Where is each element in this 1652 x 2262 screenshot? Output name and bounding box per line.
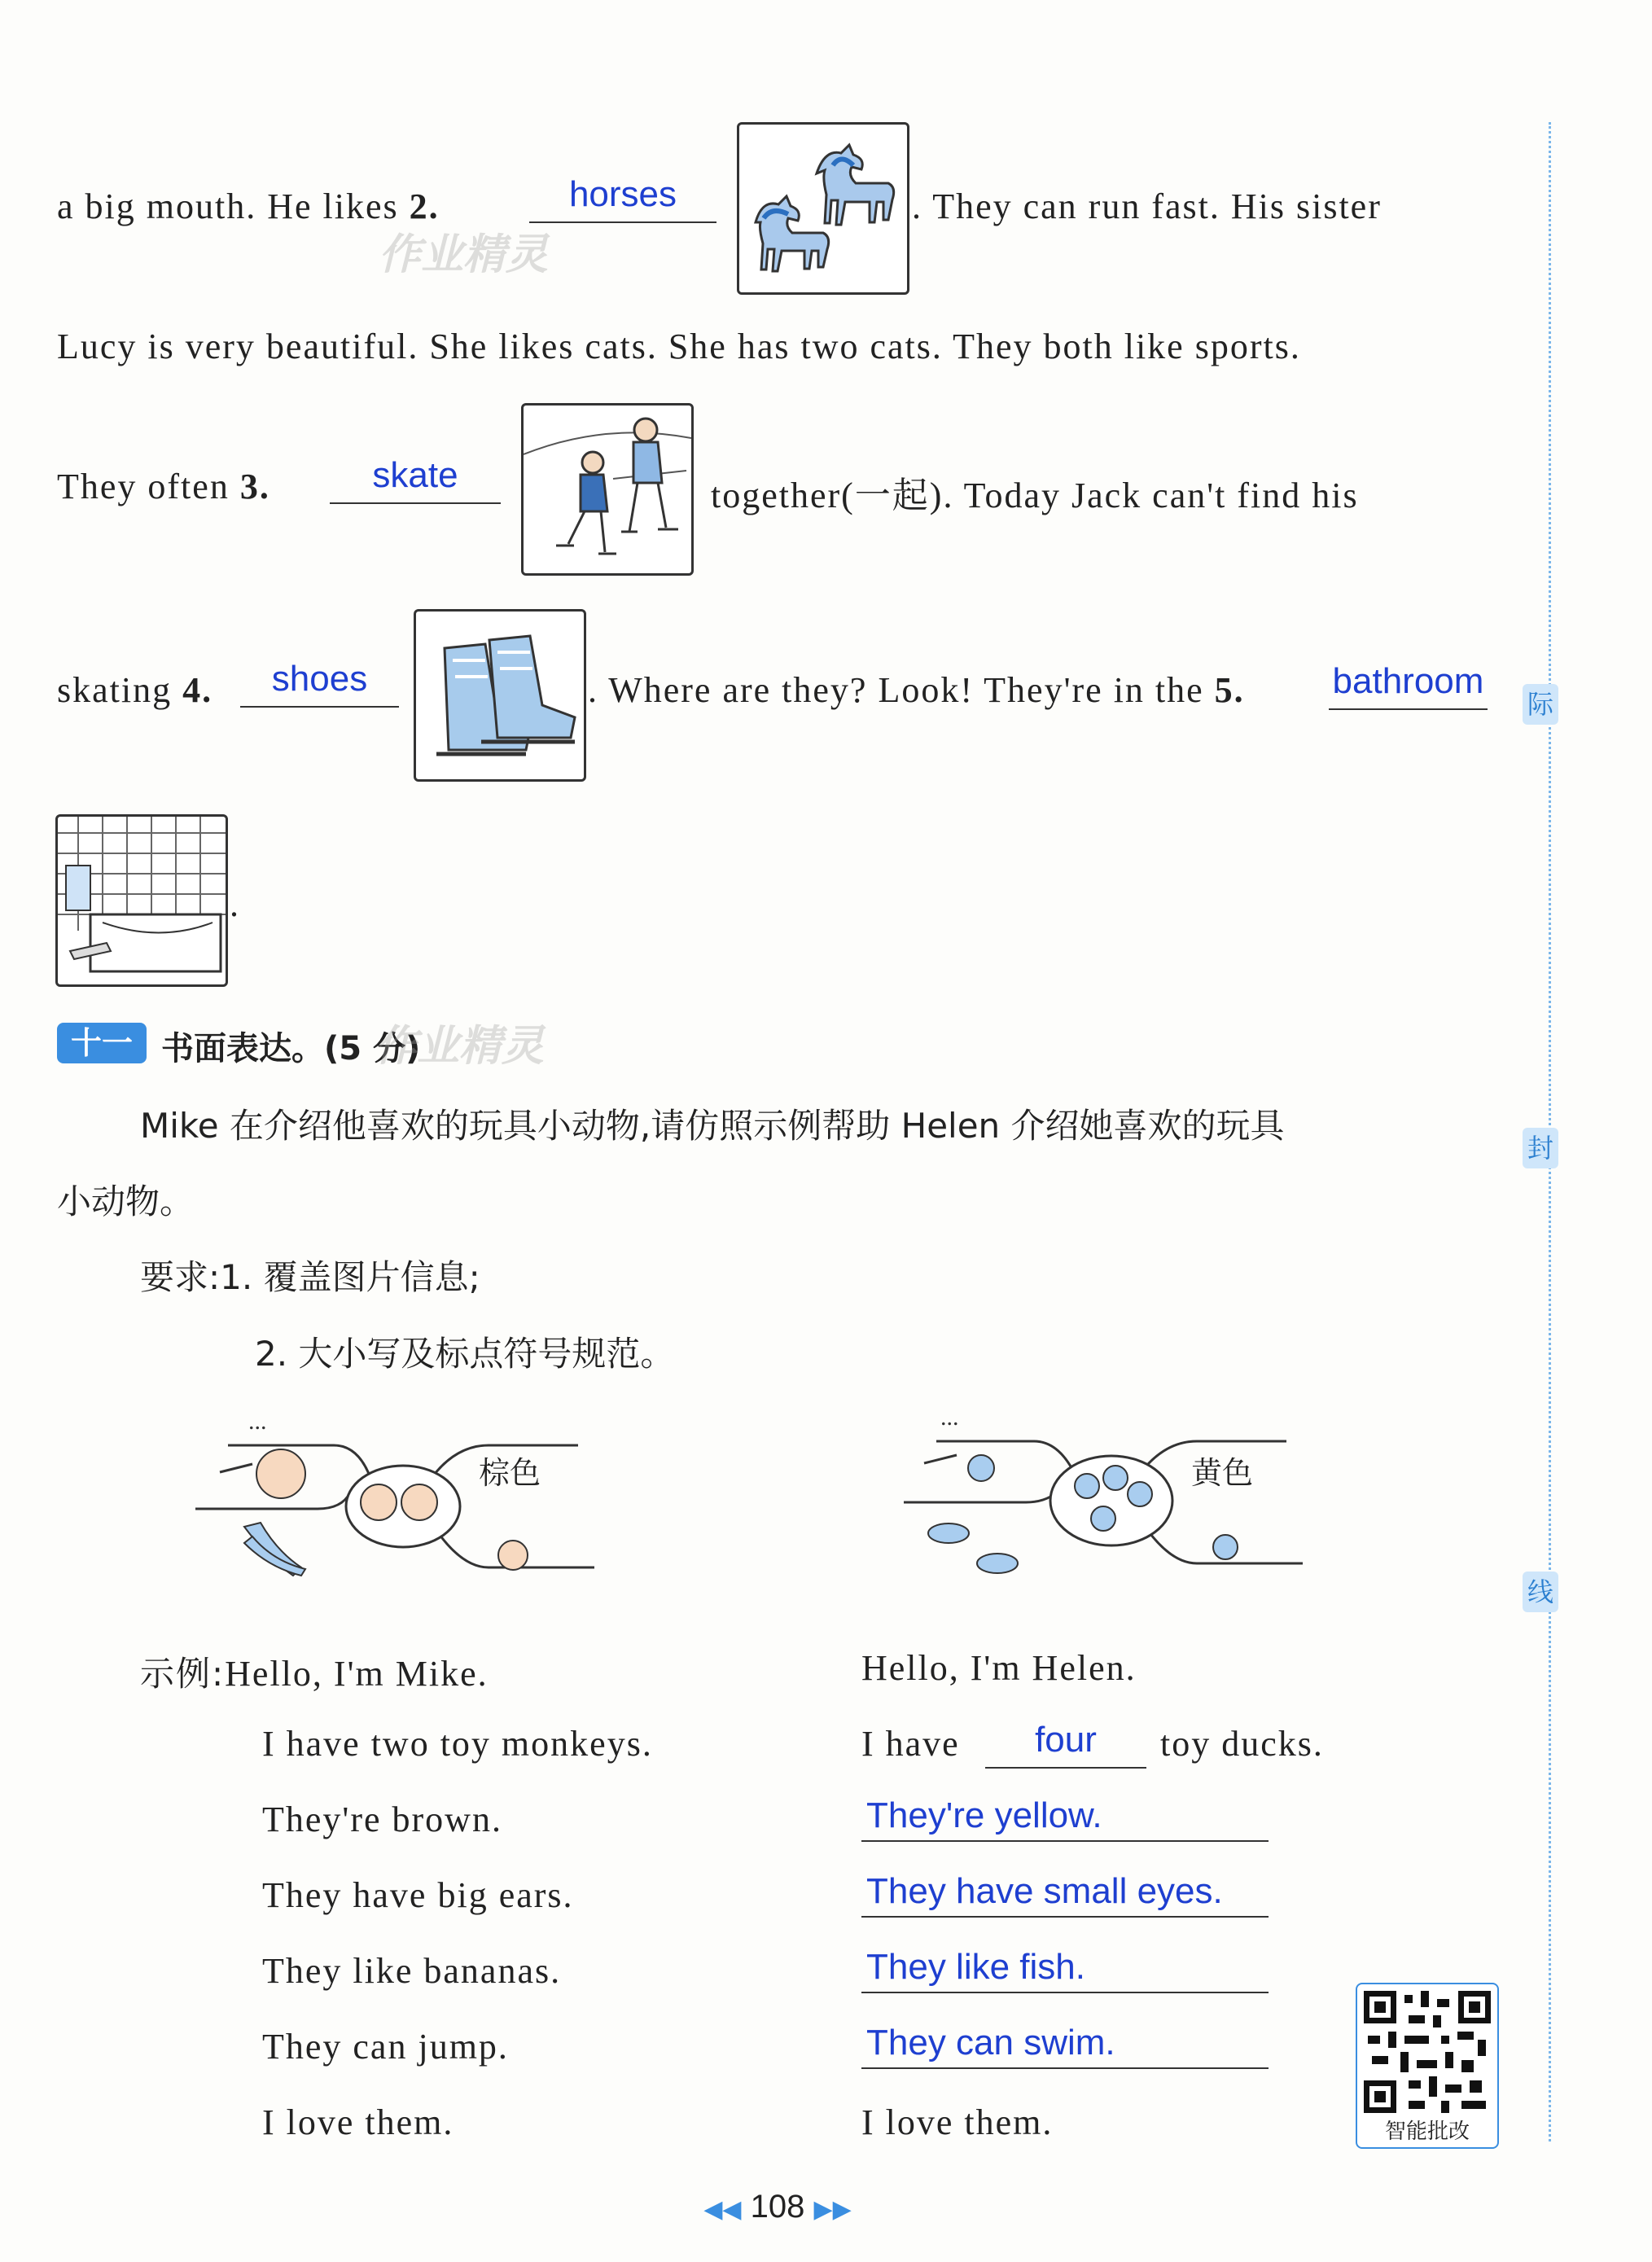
skaters-icon <box>524 405 691 573</box>
helen-answer-1[interactable]: They're yellow. <box>861 1791 1269 1842</box>
margin-tag-1: 际 <box>1523 684 1558 725</box>
left-color-label: 棕色 <box>479 1455 541 1491</box>
requirement-2: 2. 大小写及标点符号规范。 <box>255 1334 675 1374</box>
intro-line1: Mike 在介绍他喜欢的玩具小动物,请仿照示例帮助 Helen 介绍她喜欢的玩具 <box>140 1106 1285 1146</box>
next-arrows-icon[interactable]: ▶▶ <box>813 2196 852 2223</box>
helen-end: I love them. <box>861 2102 1054 2142</box>
requirements-label: 要求: <box>140 1257 221 1297</box>
bathroom-picture <box>55 814 228 987</box>
line1-post-text: . They can run fast. His sister <box>912 186 1382 226</box>
line5-end: . <box>230 884 240 924</box>
section-title: 书面表达。(5 分) <box>161 1030 421 1067</box>
question-number-2: 2. <box>409 186 440 226</box>
monkey-mindmap-diagram <box>195 1405 603 1596</box>
answer-3[interactable]: skate <box>330 452 501 504</box>
question-number-5: 5. <box>1214 670 1245 710</box>
example-hello: Hello, I'm Mike. <box>225 1654 489 1694</box>
left-dots: ... <box>248 1408 267 1435</box>
page-footer <box>680 2189 875 2225</box>
question-number-4: 4. <box>182 670 213 710</box>
passage-line4 <box>57 669 213 711</box>
skating-picture <box>521 403 694 576</box>
skates-picture <box>414 609 586 782</box>
horses-icon <box>739 125 907 292</box>
requirement-1: 1. 覆盖图片信息; <box>220 1257 480 1297</box>
example-line-6: I love them. <box>262 2102 454 2142</box>
line4-text: skating <box>57 670 173 710</box>
intro-line2: 小动物。 <box>57 1181 195 1221</box>
example-line-2: They're brown. <box>262 1800 502 1839</box>
duck-mindmap-diagram <box>904 1405 1311 1596</box>
helen-have-pre: I have <box>861 1724 960 1764</box>
line1-text: a big mouth. He likes <box>57 186 399 226</box>
requirements <box>140 1251 480 1300</box>
qr-card[interactable] <box>1356 1983 1499 2149</box>
qr-label: 智能批改 <box>1384 2120 1470 2144</box>
page-number: 108 <box>750 2189 805 2225</box>
margin-tag-3: 线 <box>1523 1572 1558 1612</box>
answer-5[interactable]: bathroom <box>1329 658 1488 710</box>
section-badge: 十一 <box>57 1023 147 1063</box>
helen-hello: Hello, I'm Helen. <box>861 1648 1137 1688</box>
answer-4[interactable]: shoes <box>240 655 399 708</box>
line4-mid-text: . Where are they? Look! They're in the <box>588 670 1204 710</box>
ice-skates-icon <box>416 612 584 779</box>
helen-answer-3[interactable]: They like fish. <box>861 1943 1269 1993</box>
line3-post-text: together(一起). Today Jack can't find his <box>711 476 1359 515</box>
example-line-3: They have big ears. <box>262 1875 574 1915</box>
example-label: 示例: <box>140 1654 226 1694</box>
example-line-0 <box>140 1647 489 1696</box>
horses-picture <box>737 122 909 295</box>
passage-line3 <box>57 466 270 507</box>
question-number-3: 3. <box>239 467 270 506</box>
right-color-label: 黄色 <box>1191 1455 1254 1491</box>
mindmap-duck <box>904 1405 1311 1596</box>
helen-have-answer[interactable]: four <box>985 1716 1146 1769</box>
example-line-5: They can jump. <box>262 2027 509 2067</box>
prev-arrows-icon[interactable]: ◀◀ <box>703 2196 742 2223</box>
example-line-1: I have two toy monkeys. <box>262 1724 653 1764</box>
example-line-4: They like bananas. <box>262 1951 562 1991</box>
helen-answer-4[interactable]: They can swim. <box>861 2019 1269 2069</box>
passage-line4-mid <box>588 669 1245 711</box>
qr-code-icon <box>1364 1991 1491 2113</box>
margin-tag-2: 封 <box>1523 1128 1558 1168</box>
answer-2[interactable]: horses <box>529 171 716 223</box>
line3-text: They often <box>57 467 230 506</box>
helen-answer-2[interactable]: They have small eyes. <box>861 1867 1269 1918</box>
helen-have-post: toy ducks. <box>1160 1724 1324 1764</box>
watermark: 作业精灵 <box>379 230 549 279</box>
mindmap-monkey <box>195 1405 603 1596</box>
watermark-2: 作业精灵 <box>375 1022 545 1071</box>
right-dots: ... <box>940 1405 959 1431</box>
bathroom-icon <box>58 817 226 984</box>
passage-line2: Lucy is very beautiful. She likes cats. She has two cats. They both like sports. <box>57 327 1301 366</box>
